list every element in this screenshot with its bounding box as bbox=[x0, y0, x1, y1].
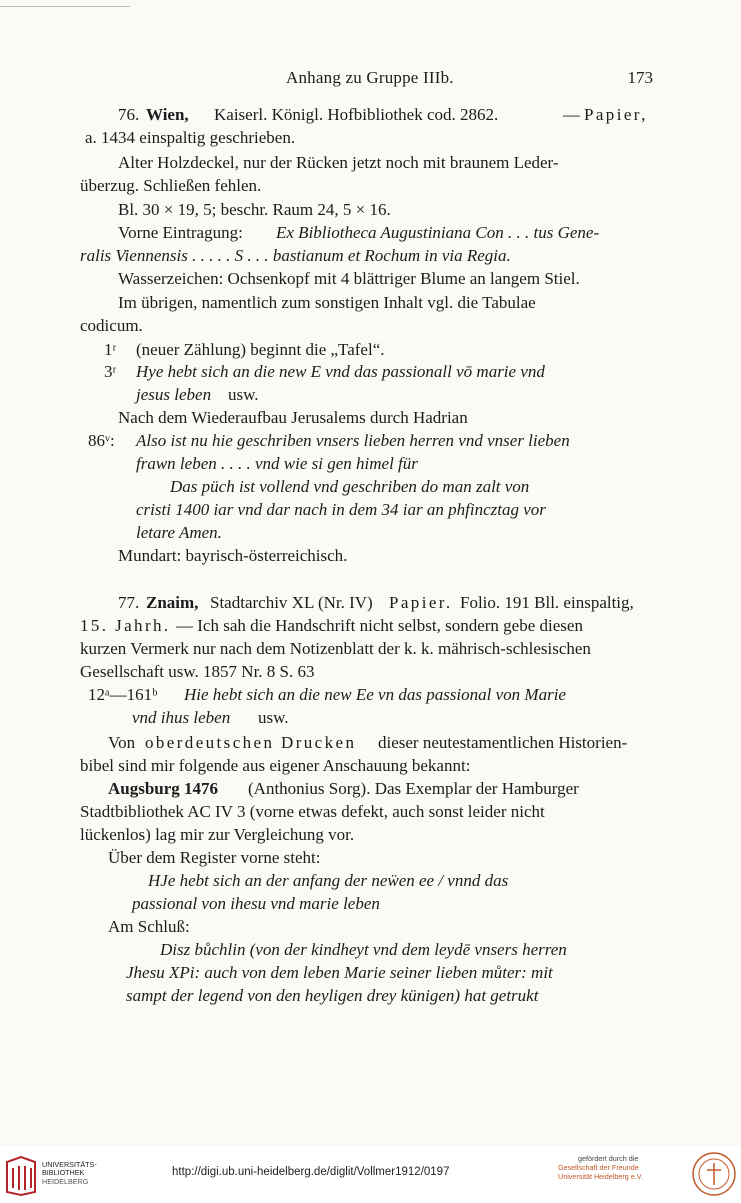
permalink-url[interactable]: http://digi.ub.uni-heidelberg.de/diglit/Vollmer1912/0197 bbox=[172, 1166, 450, 1178]
document-page: Anhang zu Gruppe IIIb. 173 76. Wien, Kaiserl. Königl. Hofbibliothek cod. 2862. — Papier, a. 1434 einspaltig geschrieben. Alter Holzdeckel, nur der Rücken jetzt noch mit braunem Leder- überzug. Schließen fehlen. Bl. 30 × 19, 5; beschr. Raum 24, 5 × 16. Vorne Eintragung: Ex Bibliotheca Augustiniana Con . . . tus Gene- ralis Viennensis . . . . . S . . . bastianum et Rochum in via Regia. Wasserzeichen: Ochsenkopf mit 4 blättriger Blume an langem Stiel. Im übrigen, namentlich zum sonstigen Inhalt vgl. die Tabulae codicum. 1ʳ (neuer Zählung) beginnt die „Tafel“. 3ʳ Hye hebt sich an die new E vnd das passionall vō marie vnd jesus leben usw. Nach dem Wiederaufbau Jerusalems durch Hadrian 86ᵛ: Also ist nu hie geschriben vnsers lieben herren vnd vnser lieben frawn leben . . . . vnd wie si gen himel für Das püch ist vollend vnd geschriben do man zalt von cristi 1400 iar vnd dar nach in dem 34 iar an phfincztag vor letare Amen. Mundart: bayrisch-österreichisch. 77. Znaim, Stadtarchiv XL (Nr. IV) Papier. Folio. 191 Bll. einspaltig, 15. Jahrh. — Ich sah die Handschrift nicht selbst, sondern gebe diesen kurzen Vermerk nur nach dem Notizenblatt der k. k. mährisch-schlesischen Gesellschaft usw. 1857 Nr. 8 S. 63 12ᵃ—161ᵇ Hie hebt sich an die new Ee vn das passional von Marie vnd ihus leben usw. Von oberdeutschen Drucken dieser neutestamentlichen Historien- bibel sind mir folgende aus eigener Anschauung bekannt: Augsburg 1476 (Anthonius Sorg). Das Exemplar der Hamburger Stadtbibliothek AC IV 3 (vorne etwas defekt, auch sonst leider nicht lückenlos) lag mir zur Vergleichung vor. Über dem Register vorne steht: HJe hebt sich an der anfang der neẅen ee / vnnd das passional von ihesu vnd marie leben Am Schluß: Disz bůchlin (von der kindheyt vnd dem leydē vnsers herren Jhesu XPi: auch von dem leben Marie seiner lieben můter: mit sampt der legend von den heyligen drey künigen) hat getrukt UNIVERSITÄTS- BIBLIOTHEK HEIDELBERG http://digi.ub.uni-heidelberg.de/diglit/Vollmer1912/0197 gefördert durch die Gesellschaft der Freunde Universität Heidelberg e.V. bbox=[0, 0, 741, 1203]
scan-edge-line bbox=[0, 6, 130, 7]
viewer-footer bbox=[0, 1146, 741, 1203]
entry77-number: 77. bbox=[118, 593, 140, 612]
entry76-place: Wien, bbox=[146, 105, 189, 124]
university-seal-icon bbox=[690, 1150, 738, 1198]
sponsor-credit: gefördert durch die Gesellschaft der Freunde Universität Heidelberg e.V. bbox=[558, 1154, 643, 1181]
entry77-place: Znaim, bbox=[146, 593, 199, 612]
entry76-number: 76. bbox=[118, 105, 140, 124]
entry76-material: Papier, bbox=[584, 105, 648, 124]
page-number: 173 bbox=[627, 68, 653, 87]
university-library-logo-icon bbox=[4, 1156, 38, 1196]
running-title: Anhang zu Gruppe IIIb. bbox=[286, 68, 454, 87]
library-name: UNIVERSITÄTS- BIBLIOTHEK HEIDELBERG bbox=[42, 1160, 97, 1186]
